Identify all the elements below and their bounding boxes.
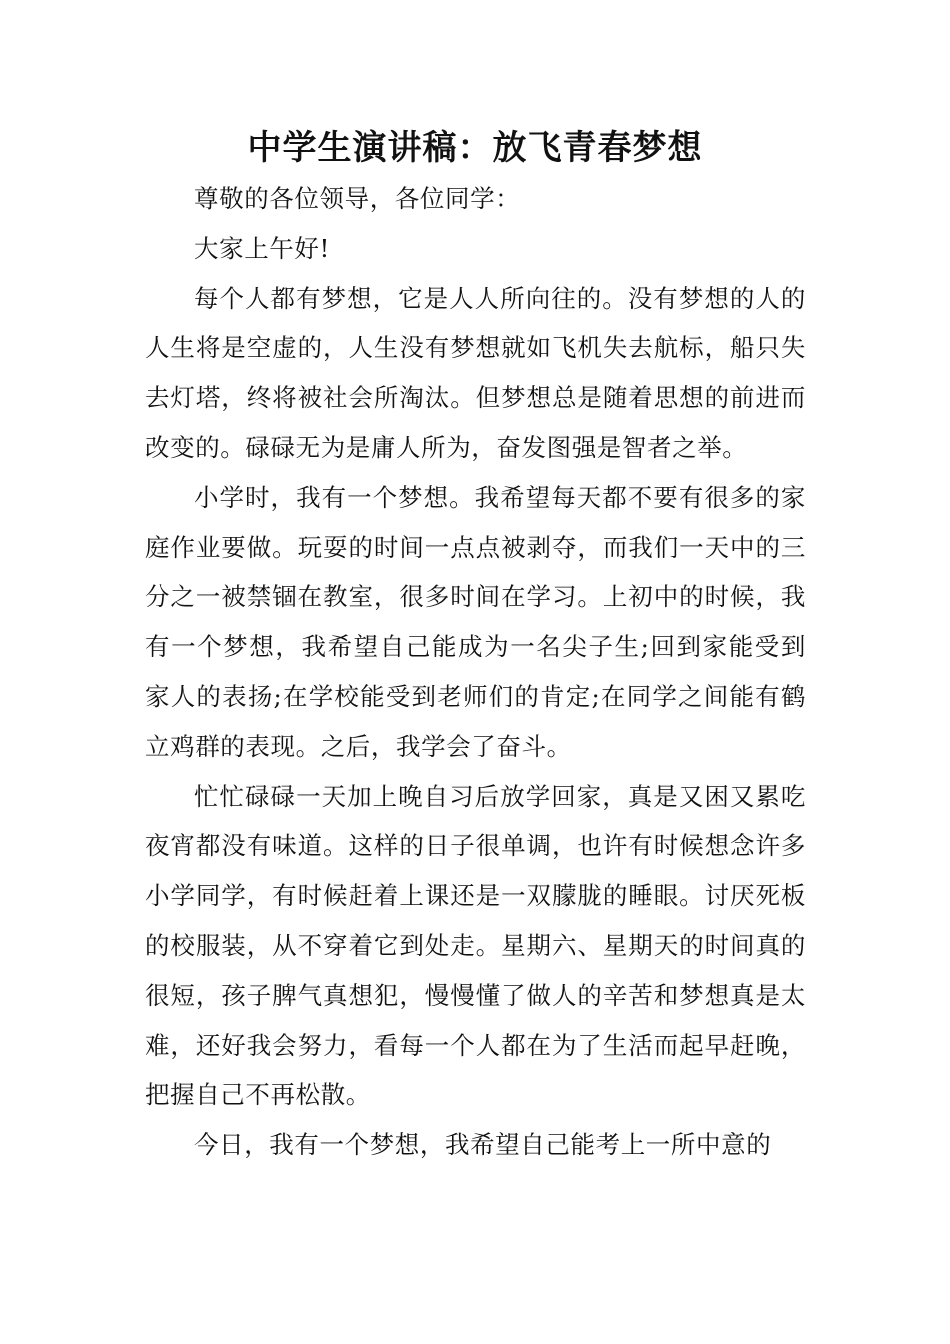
greeting-paragraph: 大家上午好! (194, 233, 330, 263)
document-body (145, 174, 806, 1170)
body-paragraph: 今日，我有一个梦想，我希望自己能考上一所中意的 (194, 1130, 772, 1160)
salutation-paragraph: 尊敬的各位领导，各位同学： (194, 184, 521, 213)
body-paragraph: 忙忙碌碌一天加上晚自习后放学回家，真是又困又累吃夜宵都没有味道。这样的日子很单调，也许有时候想念许多小学同学，有时候赶着上课还是一双朦胧的睡眼。讨厌死板的校服装，从不穿着它到处走。星期六、星期天的时间真的很短，孩子脾气真想犯，慢慢懂了做人的辛苦和梦想真是太难，还好我会努力，看每一个人都在为了生活而起早赶晚，把握自己不再松散。 (145, 781, 806, 1110)
body-paragraph: 每个人都有梦想，它是人人所向往的。没有梦想的人的人生将是空虚的，人生没有梦想就如飞机失去航标，船只失去灯塔，终将被社会所淘汰。但梦想总是随着思想的前进而改变的。碌碌无为是庸人所为，奋发图强是智者之举。 (145, 283, 806, 462)
body-paragraph: 小学时，我有一个梦想。我希望每天都不要有很多的家庭作业要做。玩耍的时间一点点被剥夺，而我们一天中的三分之一被禁锢在教室，很多时间在学习。上初中的时候，我有一个梦想，我希望自己能成为一名尖子生;回到家能受到家人的表扬;在学校能受到老师们的肯定;在同学之间能有鹤立鸡群的表现。之后，我学会了奋斗。 (145, 482, 806, 761)
document-title: 中学生演讲稿：放飞青春梦想 (247, 128, 703, 168)
